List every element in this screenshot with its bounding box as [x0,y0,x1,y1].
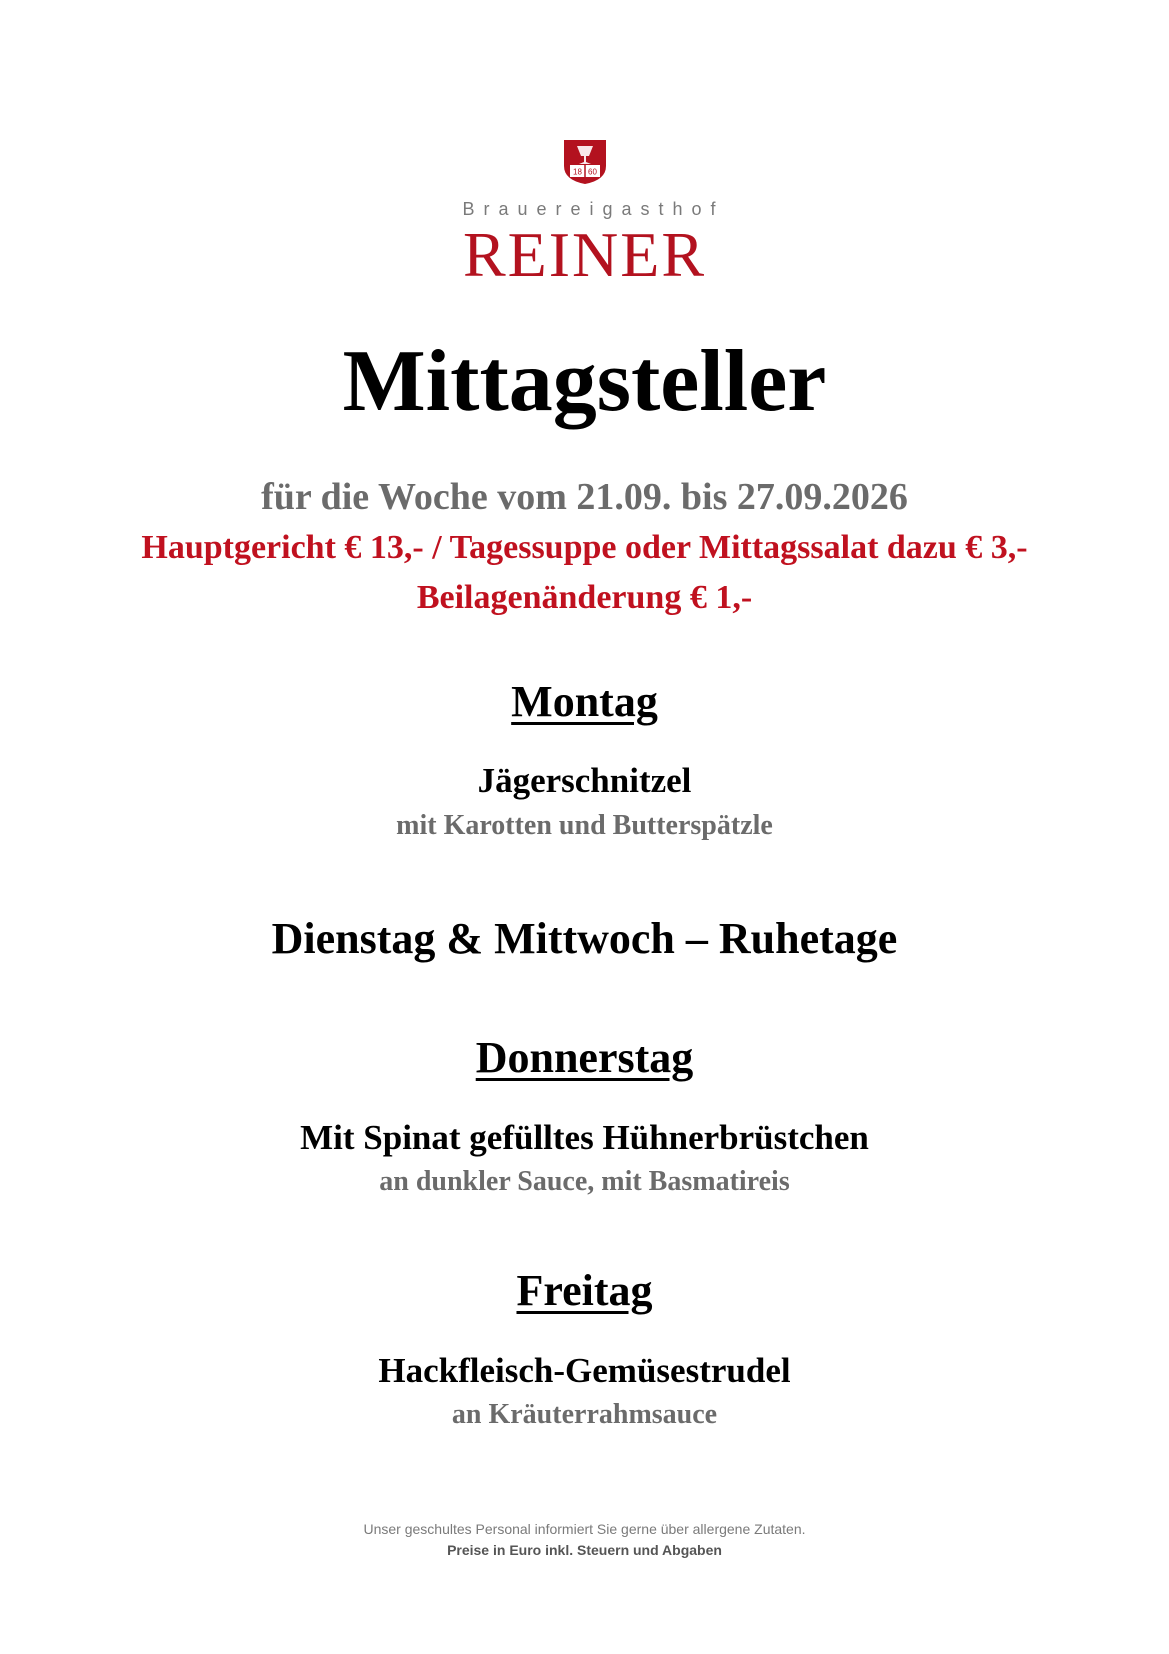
day-heading-thursday: Donnerstag [475,1033,694,1082]
page-title: Mittagsteller [342,333,827,430]
crest-year-right: 60 [588,167,597,177]
logo-subtitle: Brauereigasthof [462,199,725,219]
side-thursday: an dunkler Sauce, mit Basmatireis [379,1166,790,1197]
price-note: Preise in Euro inkl. Steuern und Abgaben [447,1542,722,1558]
side-friday: an Kräuterrahmsauce [451,1399,718,1430]
week-range: für die Woche vom 21.09. bis 27.09.2026 [261,476,908,518]
side-monday: mit Karotten und Butterspätzle [396,810,773,841]
dish-monday: Jägerschnitzel [477,761,692,800]
closed-days-note: Dienstag & Mittwoch – Ruhetage [271,914,898,963]
allergen-note: Unser geschultes Personal informiert Sie gerne über allergene Zutaten. [363,1521,806,1537]
dish-friday: Hackfleisch-Gemüsestrudel [378,1351,791,1390]
dish-thursday: Mit Spinat gefülltes Hühnerbrüstchen [300,1118,869,1157]
price-line-side-change: Beilagenänderung € 1,- [416,579,753,616]
day-heading-monday: Montag [511,677,658,726]
day-heading-friday: Freitag [516,1266,653,1315]
crest-shield-icon [562,138,608,186]
logo-name: REINER [462,219,707,290]
crest-year-left: 18 [573,167,582,177]
price-line-main: Hauptgericht € 13,- / Tagessuppe oder Mittagssalat dazu € 3,- [141,529,1028,566]
